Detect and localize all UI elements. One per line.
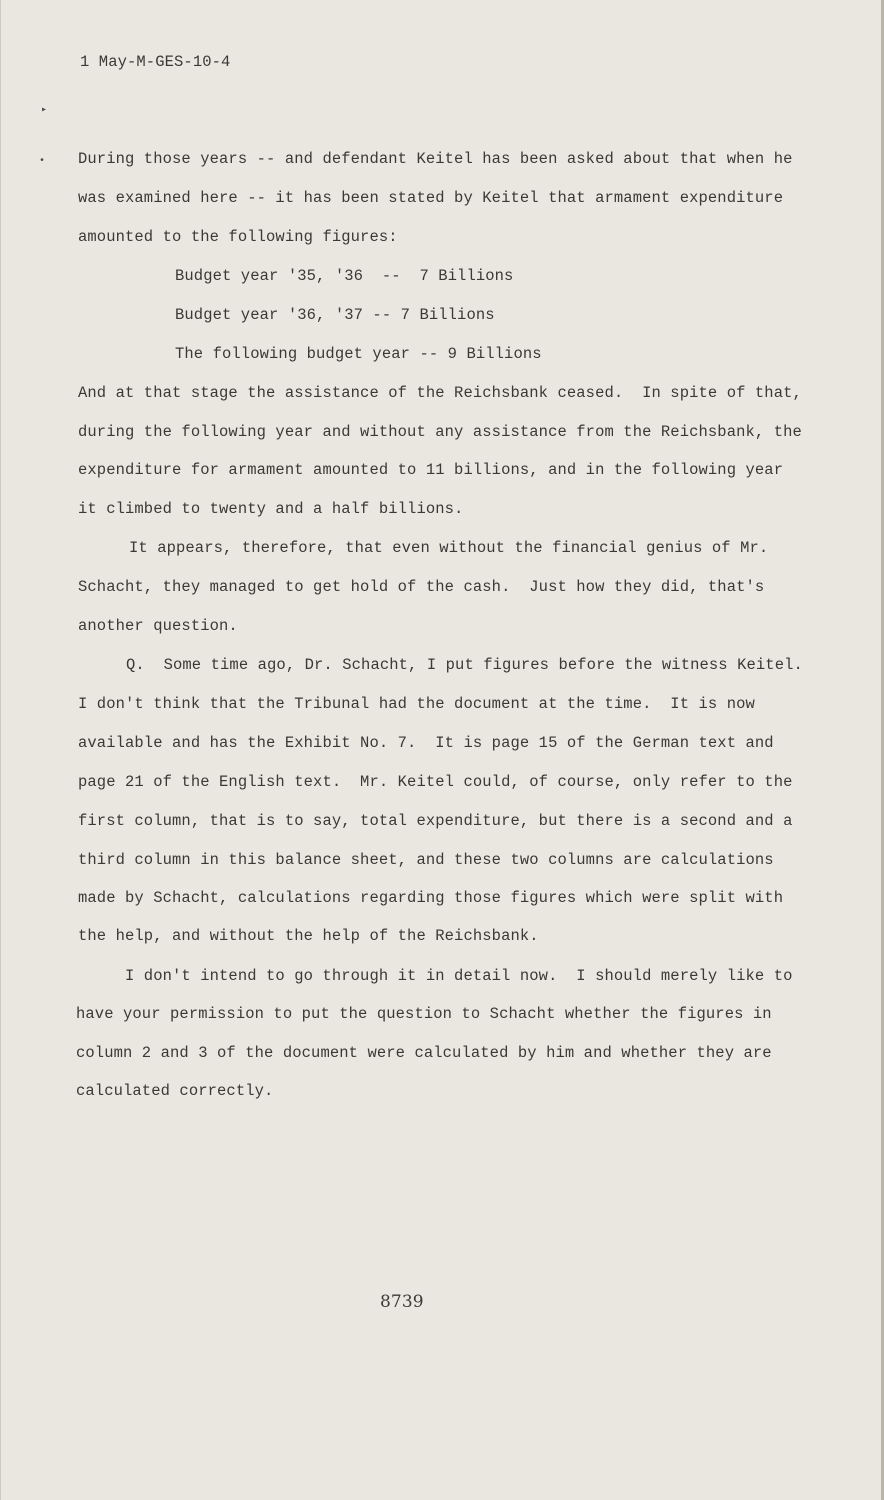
budget-line: Budget year '35, '36 -- 7 Billions [175, 267, 514, 285]
text-line: During those years -- and defendant Keitel has been asked about that when he [78, 150, 793, 168]
text-line: made by Schacht, calculations regarding those figures which were split with [78, 889, 784, 907]
text-line: Schacht, they managed to get hold of the cash. Just how they did, that's [78, 578, 765, 596]
budget-line: Budget year '36, '37 -- 7 Billions [175, 306, 495, 324]
page-number: 8739 [380, 1292, 424, 1312]
text-line: I don't intend to go through it in detail now. I should merely like to [125, 967, 793, 985]
text-line: first column, that is to say, total expenditure, but there is a second and a [78, 812, 793, 830]
text-line: it climbed to twenty and a half billions. [78, 500, 464, 518]
text-line: the help, and without the help of the Reichsbank. [78, 927, 539, 945]
budget-line: The following budget year -- 9 Billions [175, 345, 542, 363]
text-line: during the following year and without any assistance from the Reichsbank, the [78, 423, 802, 441]
text-line: column 2 and 3 of the document were calculated by him and whether they are [76, 1044, 772, 1062]
text-line: expenditure for armament amounted to 11 billions, and in the following year [78, 461, 784, 479]
text-line: available and has the Exhibit No. 7. It is page 15 of the German text and [78, 734, 774, 752]
text-line: have your permission to put the question to Schacht whether the figures in [76, 1005, 772, 1023]
text-line: was examined here -- it has been stated by Keitel that armament expenditure [78, 189, 784, 207]
document-id: 1 May-M-GES-10-4 [80, 53, 231, 71]
text-line: another question. [78, 617, 238, 635]
text-line: calculated correctly. [76, 1082, 274, 1100]
text-line: Q. Some time ago, Dr. Schacht, I put figures before the witness Keitel. [126, 656, 803, 674]
text-line: It appears, therefore, that even without the financial genius of Mr. [129, 539, 769, 557]
text-line: third column in this balance sheet, and these two columns are calculations [78, 851, 774, 869]
text-line: I don't think that the Tribunal had the document at the time. It is now [78, 695, 755, 713]
margin-mark: • [39, 156, 46, 167]
margin-mark: ▸ [41, 105, 48, 116]
text-line: And at that stage the assistance of the Reichsbank ceased. In spite of that, [78, 384, 802, 402]
text-line: page 21 of the English text. Mr. Keitel could, of course, only refer to the [78, 773, 793, 791]
text-line: amounted to the following figures: [78, 228, 398, 246]
